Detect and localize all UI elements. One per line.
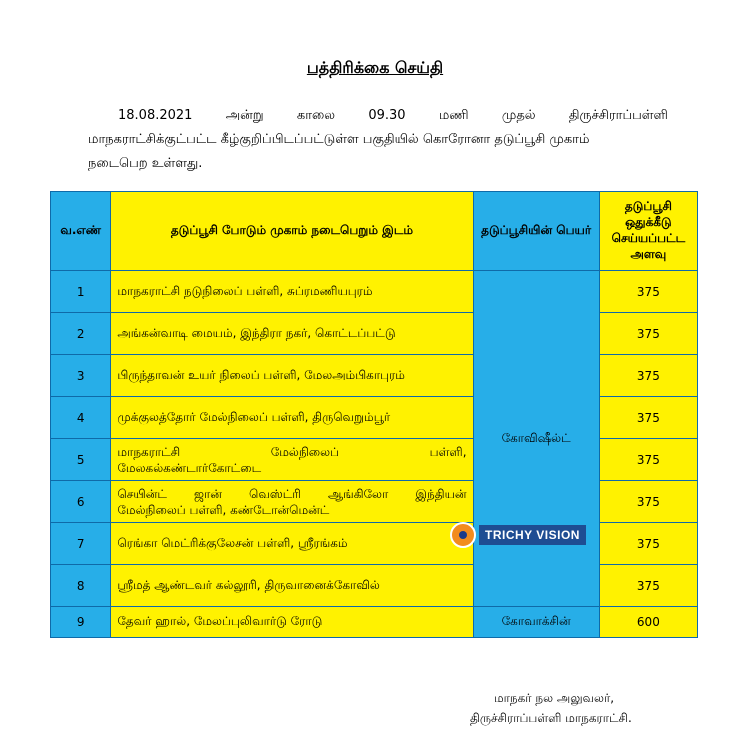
row-camp-location: அங்கன்வாடி மையம், இந்திரா நகர், கொட்டப்பட்டு [111, 313, 473, 355]
table-row [51, 355, 698, 397]
row-serial-no: 4 [51, 397, 111, 439]
row-camp-location: மாநகராட்சி நடுநிலைப் பள்ளி, சுப்ரமணியபுரம் [111, 271, 473, 313]
table-row [51, 271, 698, 313]
row-camp-location: ரெங்கா மெட்ரிக்குலேசன் பள்ளி, ஸ்ரீரங்கம் [111, 523, 473, 565]
row-quantity: 375 [599, 271, 697, 313]
row-camp-location: முக்குலத்தோர் மேல்நிலைப் பள்ளி, திருவெறும்பூர் [111, 397, 473, 439]
intro-time: 09.30 [368, 108, 406, 123]
watermark [450, 522, 600, 548]
table-header-row [51, 192, 698, 271]
row-vaccine-name: கோவிஷீல்ட் [473, 271, 599, 607]
row-serial-no: 7 [51, 523, 111, 565]
row-quantity: 375 [599, 355, 697, 397]
intro-word: அன்று [225, 108, 264, 123]
row-serial-no: 2 [51, 313, 111, 355]
row-quantity: 375 [599, 481, 697, 523]
page-title: பத்திரிக்கை செய்தி [306, 58, 444, 77]
signature-organisation: திருச்சிராப்பள்ளி மாநகராட்சி. [470, 711, 632, 725]
intro-paragraph [88, 104, 668, 176]
intro-word: மணி [438, 108, 469, 123]
header-serial-no: வ.எண் [51, 192, 111, 271]
row-camp-location [111, 439, 473, 481]
table-row [51, 523, 698, 565]
row-quantity: 375 [599, 565, 697, 607]
intro-word: முதல் [501, 108, 536, 123]
row-camp-location [111, 481, 473, 523]
row-camp-location: பிருந்தாவன் உயர் நிலைப் பள்ளி, மேலஅம்பிகாபுரம் [111, 355, 473, 397]
row-camp-location-line-2: மேல்நிலைப் பள்ளி, கண்டோன்மென்ட் [117, 502, 330, 517]
row-serial-no: 1 [51, 271, 111, 313]
row-quantity: 600 [599, 607, 697, 638]
row-camp-location-line-1: மாநகராட்சி மேல்நிலைப் பள்ளி, [117, 444, 467, 459]
row-camp-location: தேவர் ஹால், மேலப்புலிவார்டு ரோடு [111, 607, 473, 638]
header-vaccine-name: தடுப்பூசியின் பெயர் [473, 192, 599, 271]
row-camp-location-line-1: செயின்ட் ஜான் வெஸ்ட்ரி ஆங்கிலோ இந்தியன் [117, 486, 467, 501]
intro-line-3: நடைபெற உள்ளது. [88, 156, 203, 171]
row-quantity: 375 [599, 439, 697, 481]
table-row [51, 313, 698, 355]
watermark-text: TRICHY VISION [479, 525, 586, 545]
table-row [51, 397, 698, 439]
row-camp-location: ஸ்ரீமத் ஆண்டவர் கல்லூரி, திருவானைக்கோவில் [111, 565, 473, 607]
intro-line-1 [88, 104, 668, 128]
row-serial-no: 8 [51, 565, 111, 607]
header-camp-location: தடுப்பூசி போடும் முகாம் நடைபெறும் இடம் [111, 192, 473, 271]
row-vaccine-name: கோவாக்சின் [473, 607, 599, 638]
table-row [51, 481, 698, 523]
signature-designation: மாநகர் நல அலுவலர், [494, 691, 615, 705]
intro-word: காலை [296, 108, 336, 123]
intro-line-2: மாநகராட்சிக்குட்பட்ட கீழ்குறிப்பிடப்பட்டுள்ள பகுதியில் கொரோனா தடுப்பூசி முகாம் [88, 132, 590, 147]
row-serial-no: 6 [51, 481, 111, 523]
intro-date: 18.08.2021 [118, 108, 193, 123]
eye-logo-icon [450, 522, 476, 548]
row-camp-location-line-2: மேலகல்கண்டார்கோட்டை [117, 460, 262, 475]
row-serial-no: 5 [51, 439, 111, 481]
table-row [51, 607, 698, 638]
row-serial-no: 3 [51, 355, 111, 397]
signature-block [470, 688, 632, 728]
table-row [51, 565, 698, 607]
row-serial-no: 9 [51, 607, 111, 638]
row-quantity: 375 [599, 313, 697, 355]
row-quantity: 375 [599, 397, 697, 439]
vaccination-camps-table [50, 191, 698, 638]
row-quantity: 375 [599, 523, 697, 565]
header-allocated-quantity: தடுப்பூசி ஒதுக்கீடு செய்யப்பட்ட அளவு [599, 192, 697, 271]
intro-word: திருச்சிராப்பள்ளி [568, 108, 668, 123]
table-row [51, 439, 698, 481]
